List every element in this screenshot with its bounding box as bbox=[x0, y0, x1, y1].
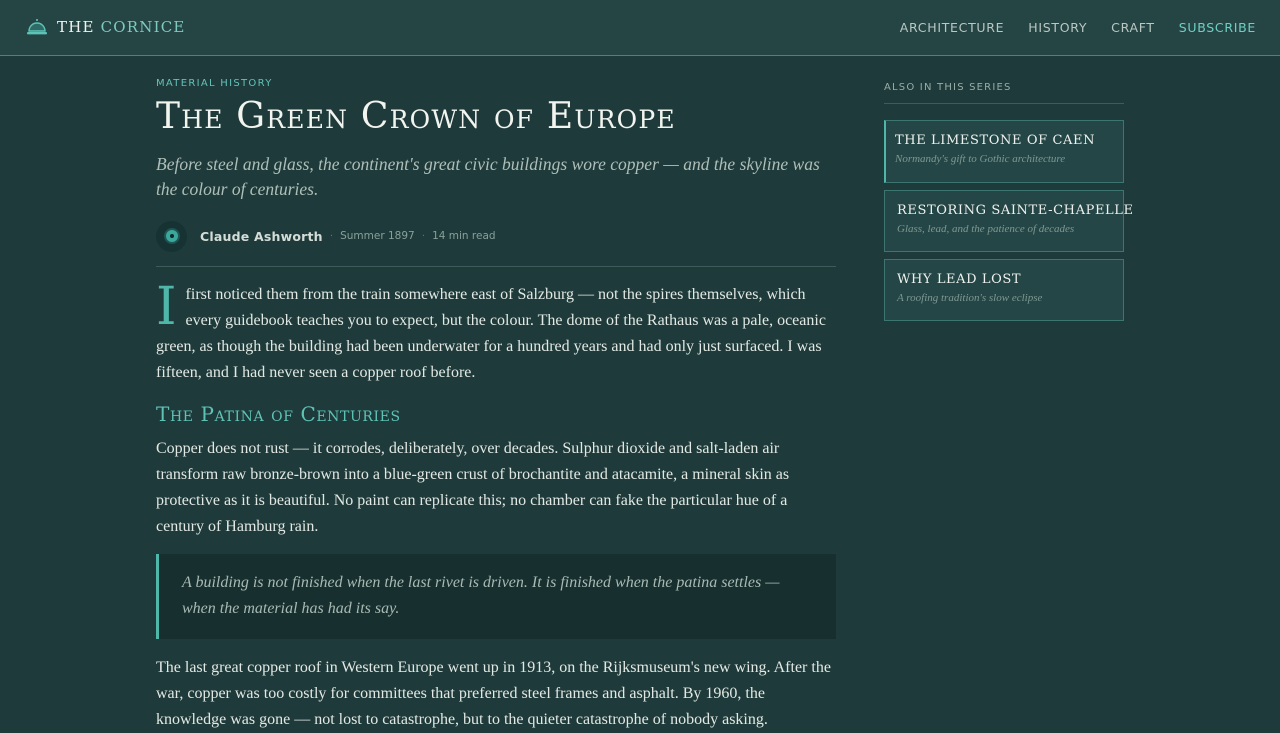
series-card-subtitle: A roofing tradition's slow eclipse bbox=[897, 292, 1043, 304]
nav-architecture[interactable]: ARCHITECTURE bbox=[899, 20, 1005, 35]
read-time: 14 min read bbox=[432, 230, 496, 242]
series-sidebar bbox=[884, 82, 1134, 321]
series-card-limestone[interactable] bbox=[884, 120, 1124, 183]
avatar-ring bbox=[166, 230, 178, 242]
avatar-core bbox=[170, 234, 174, 238]
pull-quote-text: A building is not finished when the last rivet is driven. It is finished when the patina settles — when the material has had its say. bbox=[182, 574, 780, 617]
series-card-subtitle: Normandy's gift to Gothic architecture bbox=[895, 153, 1066, 165]
brand-logo[interactable] bbox=[26, 16, 186, 38]
byline-separator: · bbox=[421, 230, 426, 242]
article-kicker[interactable]: MATERIAL HISTORY bbox=[156, 78, 273, 89]
author-name[interactable]: Claude Ashworth bbox=[200, 228, 323, 244]
series-card-title: RESTORING SAINTE-CHAPELLE bbox=[897, 203, 1134, 218]
nav-craft[interactable]: CRAFT bbox=[1111, 20, 1155, 35]
series-card-subtitle: Glass, lead, and the patience of decades bbox=[897, 223, 1075, 235]
brand-name bbox=[57, 18, 186, 36]
paragraph-intro-text: first noticed them from the train somewhere east of Salzburg — not the spires themselves, which every guidebook teaches you to expect, but the colour. The dome of the Rathaus was a pale, oceanic green, as though the building had been underwater for a hundred years and had only just surfaced. I was fifteen, and I had never seen a copper roof before. bbox=[156, 286, 826, 381]
divider bbox=[156, 266, 836, 267]
series-card-lead[interactable] bbox=[884, 259, 1124, 321]
byline bbox=[156, 220, 836, 252]
subscribe-link[interactable]: SUBSCRIBE bbox=[1178, 20, 1256, 35]
paragraph-intro bbox=[156, 277, 836, 386]
series-card-title: THE LIMESTONE OF CAEN bbox=[895, 133, 1096, 148]
sidebar-heading: ALSO IN THIS SERIES bbox=[884, 82, 1012, 93]
series-card-title: WHY LEAD LOST bbox=[897, 272, 1022, 287]
brand-cornice: CORNICE bbox=[100, 18, 186, 36]
main-nav bbox=[900, 20, 1256, 35]
publish-date: Summer 1897 bbox=[340, 230, 415, 242]
drop-cap: I bbox=[156, 277, 177, 337]
series-card-sainte-chapelle[interactable] bbox=[884, 190, 1134, 252]
article bbox=[156, 78, 836, 733]
brand-the: THE bbox=[57, 18, 95, 36]
pull-quote bbox=[156, 554, 836, 639]
byline-separator: · bbox=[329, 230, 334, 242]
bell-dome-icon bbox=[26, 17, 48, 37]
top-bar bbox=[0, 0, 1280, 56]
paragraph-patina: Copper does not rust — it corrodes, deliberately, over decades. Sulphur dioxide and salt-laden air transform raw bronze-brown into a blue-green crust of brochantite and atacamite, a mineral skin as protective as it is beautiful. No paint can replicate this; no chamber can fake the particular hue of a century of Hamburg rain. bbox=[156, 440, 790, 535]
author-avatar[interactable] bbox=[156, 221, 187, 252]
sidebar-divider bbox=[884, 103, 1124, 104]
paragraph-last-roof: The last great copper roof in Western Europe went up in 1913, on the Rijksmuseum's new wing. After the war, copper was too costly for committees that preferred steel frames and asphalt. By 1960, the knowledge was gone — not lost to catastrophe, but to the quieter catastrophe of nobody asking. bbox=[156, 659, 831, 728]
article-dek: Before steel and glass, the continent's great civic buildings wore copper — and the skyline was the colour of centuries. bbox=[156, 154, 820, 199]
article-title: The Green Crown of Europe bbox=[156, 96, 676, 137]
section-heading: The Patina of Centuries bbox=[156, 402, 401, 426]
nav-history[interactable]: HISTORY bbox=[1028, 20, 1088, 35]
